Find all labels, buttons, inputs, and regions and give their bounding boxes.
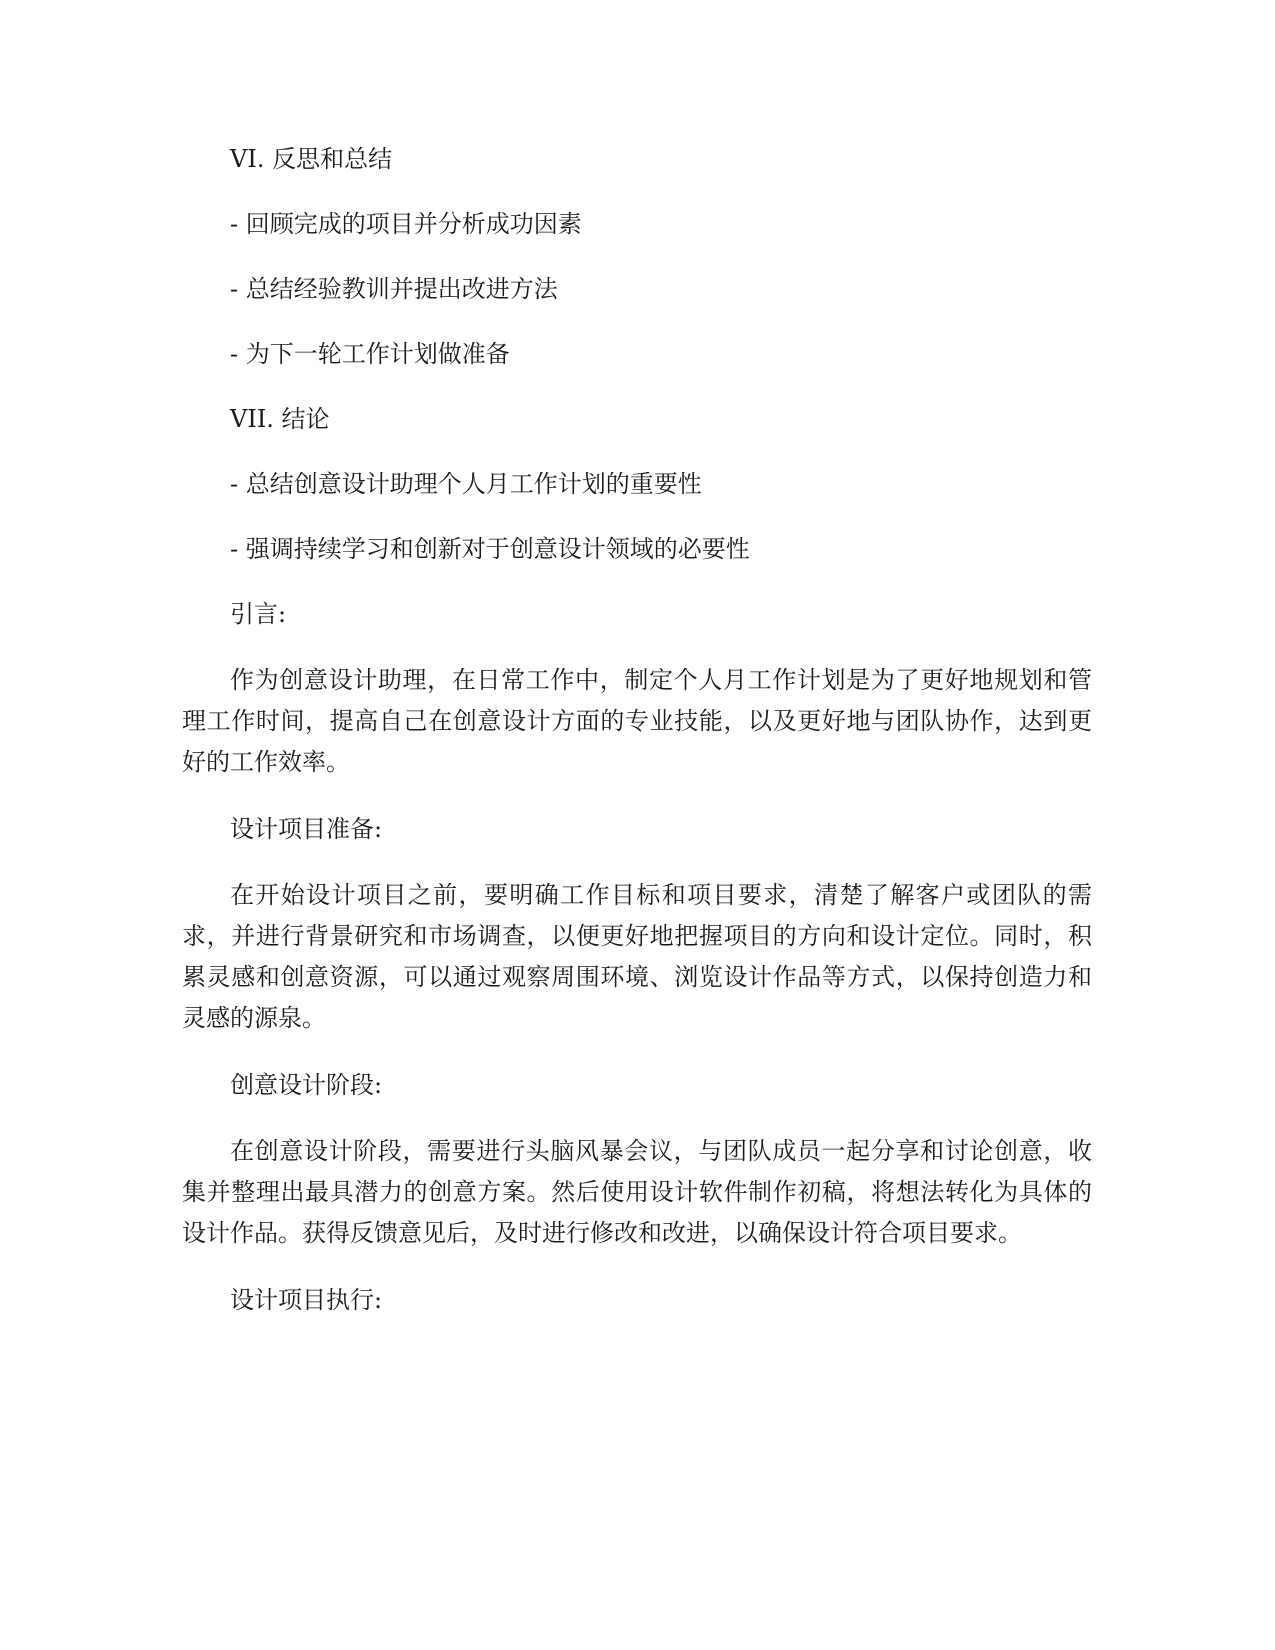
intro-heading: 引言: [230,600,287,628]
exec-heading: 设计项目执行: [230,1286,383,1314]
section-vi-item-1: - 回顾完成的项目并分析成功因素 [230,210,582,238]
section-vii-item-1: - 总结创意设计助理个人月工作计划的重要性 [230,470,702,498]
page-content [182,140,1092,1346]
prep-heading: 设计项目准备: [230,815,383,843]
prep-paragraph: 在开始设计项目之前，要明确工作目标和项目要求，清楚了解客户或团队的需求，并进行背景研究和市场调查，以便更好地把握项目的方向和设计定位。同时，积累灵感和创意资源，可以通过观察周围环境、浏览设计作品等方式，以保持创造力和灵感的源泉。 [182,881,1092,1032]
intro-paragraph: 作为创意设计助理，在日常工作中，制定个人月工作计划是为了更好地规划和管理工作时间，提高自己在创意设计方面的专业技能，以及更好地与团队协作，达到更好的工作效率。 [182,666,1092,776]
section-vii-item-2: - 强调持续学习和创新对于创意设计领域的必要性 [230,535,750,563]
creative-heading: 创意设计阶段: [230,1071,383,1099]
section-vi-item-2: - 总结经验教训并提出改进方法 [230,275,558,303]
section-vi-title: VI. 反思和总结 [230,145,393,173]
section-vii-title: VII. 结论 [230,405,330,433]
section-vi-item-3: - 为下一轮工作计划做准备 [230,340,510,368]
creative-paragraph: 在创意设计阶段，需要进行头脑风暴会议，与团队成员一起分享和讨论创意，收集并整理出最具潜力的创意方案。然后使用设计软件制作初稿，将想法转化为具体的设计作品。获得反馈意见后，及时进行修改和改进，以确保设计符合项目要求。 [182,1137,1092,1247]
